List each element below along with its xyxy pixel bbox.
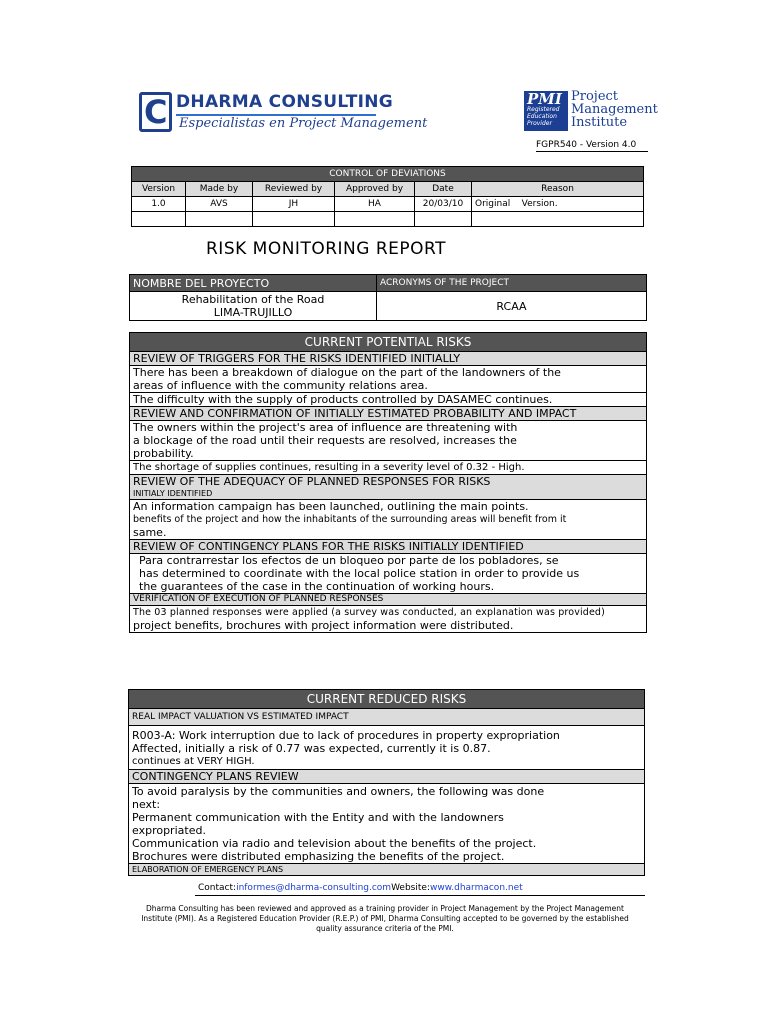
company-tagline: Especialistas en Project Management bbox=[179, 116, 428, 131]
project-name: Rehabilitation of the Road LIMA-TRUJILLO bbox=[130, 292, 377, 321]
project-acronym-label: ACRONYMS OF THE PROJECT bbox=[377, 275, 647, 292]
form-code: FGPR540 - Version 4.0 bbox=[536, 140, 648, 152]
dharma-logo-mark: C bbox=[139, 92, 172, 132]
reduced-risks-section bbox=[128, 689, 645, 876]
pmi-name: Project Management Institute bbox=[571, 89, 658, 130]
probability-text: The owners within the project's area of influence are threatening with a blockage of the road until their requests are resolved, increases the probability. bbox=[130, 421, 646, 461]
pmi-badge-text: Registered Education Provider bbox=[527, 106, 560, 127]
contingency-review-heading: CONTINGENCY PLANS REVIEW bbox=[129, 770, 644, 784]
report-title: RISK MONITORING REPORT bbox=[206, 239, 446, 259]
col-version: Version bbox=[132, 182, 186, 197]
footer-note: Dharma Consulting has been reviewed and approved as a training provider in Project Management by the Project Management Institute (PMI). As a Registered Education Provider (R.E.P.) of PMI, Dharma Consulting accepted to be governed by the established quality assurance criteria of the PMI. bbox=[141, 904, 629, 933]
dharma-consulting-logo bbox=[139, 92, 428, 134]
severity-text: The shortage of supplies continues, resulting in a severity level of 0.32 - High. bbox=[130, 461, 646, 475]
col-approved-by: Approved by bbox=[335, 182, 415, 197]
pmi-logo bbox=[524, 89, 658, 133]
deviations-table bbox=[131, 166, 644, 227]
reduced-risks-title: CURRENT REDUCED RISKS bbox=[129, 690, 644, 709]
table-row-empty bbox=[132, 212, 644, 227]
potential-risks-title: CURRENT POTENTIAL RISKS bbox=[130, 333, 646, 352]
project-acronym: RCAA bbox=[377, 292, 647, 321]
contingency-heading: REVIEW OF CONTINGENCY PLANS FOR THE RISKS INITIALLY IDENTIFIED bbox=[130, 540, 646, 554]
supply-text: The difficulty with the supply of products controlled by DASAMEC continues. bbox=[130, 393, 646, 407]
impact-heading: REAL IMPACT VALUATION VS ESTIMATED IMPACT bbox=[129, 709, 644, 726]
contact-email-link[interactable]: informes@dharma-consulting.com bbox=[236, 883, 392, 893]
triggers-heading: REVIEW OF TRIGGERS FOR THE RISKS IDENTIFIED INITIALLY bbox=[130, 352, 646, 366]
responses-text: An information campaign has been launched, outlining the main points. benefits of the project and how the inhabitants of the surrounding areas will benefit from it same. bbox=[130, 500, 646, 540]
contingency-review-text: To avoid paralysis by the communities and owners, the following was done next: Permanent communication with the Entity and with the landowners expropriated. Communication via radio and television about the benefits of the project. Brochures were distributed emphasizing the benefits of the project. bbox=[129, 784, 644, 864]
website-link[interactable]: www.dharmacon.net bbox=[429, 883, 523, 893]
col-made-by: Made by bbox=[186, 182, 253, 197]
triggers-text: There has been a breakdown of dialogue on the part of the landowners of the areas of influence with the community relations area. bbox=[130, 366, 646, 393]
probability-heading: REVIEW AND CONFIRMATION OF INITIALLY ESTIMATED PROBABILITY AND IMPACT bbox=[130, 407, 646, 421]
responses-heading: REVIEW OF THE ADEQUACY OF PLANNED RESPONSES FOR RISKS INITIALY IDENTIFIED bbox=[130, 475, 646, 500]
footer-contact: Contact:informes@dharma-consulting.comWebsite:www.dharmacon.net bbox=[198, 883, 523, 893]
impact-text: R003-A: Work interruption due to lack of procedures in property expropriation Affected, initially a risk of 0.77 was expected, currently it is 0.87. continues at VERY HIGH. bbox=[129, 726, 644, 770]
emergency-plans-heading: ELABORATION OF EMERGENCY PLANS bbox=[129, 864, 644, 875]
col-date: Date bbox=[415, 182, 472, 197]
project-table bbox=[129, 274, 647, 321]
pmi-mark: PMI Registered Education Provider bbox=[524, 91, 568, 131]
contingency-text: Para contrarrestar los efectos de un bloqueo por parte de los pobladores, se has determined to coordinate with the local police station in order to provide us the guarantees of the case in the continuation of working hours. bbox=[130, 554, 646, 594]
project-name-label: NOMBRE DEL PROYECTO bbox=[130, 275, 377, 292]
col-reason: Reason bbox=[472, 182, 644, 197]
footer-divider bbox=[195, 895, 645, 896]
deviations-header-row bbox=[132, 182, 644, 197]
company-name: DHARMA CONSULTING bbox=[176, 92, 394, 112]
deviations-title: CONTROL OF DEVIATIONS bbox=[132, 167, 644, 182]
verification-text: The 03 planned responses were applied (a survey was conducted, an explanation was provided) project benefits, brochures with project information were distributed. bbox=[133, 607, 605, 632]
verification-heading: VERIFICATION OF EXECUTION OF PLANNED RESPONSES bbox=[130, 594, 646, 606]
col-reviewed-by: Reviewed by bbox=[253, 182, 335, 197]
table-row: 1.0 AVS JH HA 20/03/10 Original Version. bbox=[132, 197, 644, 212]
potential-risks-section bbox=[129, 332, 647, 633]
